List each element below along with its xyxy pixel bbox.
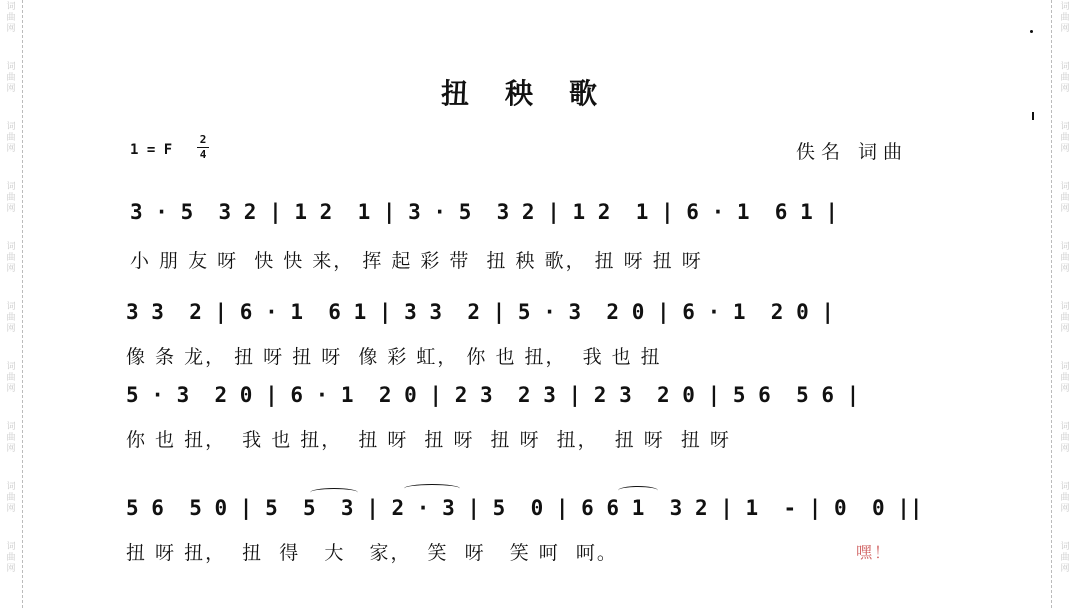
watermark: 词曲网 — [1060, 2, 1070, 34]
song-title: 扭秧歌 — [440, 77, 633, 110]
corner-mark — [1032, 112, 1034, 120]
watermark: 词曲网 — [1060, 542, 1070, 574]
notation-line-4: 5 6 5 0 | 5 5 3 | 2 · 3 | 5 0 | 6 6 1 3 2 | 1 - | 0 0 || — [126, 496, 923, 520]
time-denominator: 4 — [199, 148, 207, 161]
slur-mark — [618, 486, 658, 495]
watermark: 词曲网 — [6, 302, 16, 334]
watermark: 词曲网 — [1060, 422, 1070, 454]
watermark: 词曲网 — [6, 362, 16, 394]
slur-mark — [404, 484, 460, 493]
watermark: 词曲网 — [1060, 182, 1070, 214]
watermark: 词曲网 — [1060, 122, 1070, 154]
watermark: 词曲网 — [6, 122, 16, 154]
watermark: 词曲网 — [1060, 362, 1070, 394]
corner-mark — [1030, 30, 1033, 33]
notation-line-3: 5 · 3 2 0 | 6 · 1 2 0 | 2 3 2 3 | 2 3 2 0 | 5 6 5 6 | — [126, 383, 860, 407]
time-numerator: 2 — [199, 133, 207, 146]
watermark: 词曲网 — [6, 422, 16, 454]
watermark: 词曲网 — [1060, 482, 1070, 514]
watermark: 词曲网 — [1060, 302, 1070, 334]
watermark: 词曲网 — [1060, 242, 1070, 274]
notation-line-1: 3 · 5 3 2 | 1 2 1 | 3 · 5 3 2 | 1 2 1 | 6 · 1 6 1 | — [130, 200, 839, 224]
watermark: 词曲网 — [6, 242, 16, 274]
watermark: 词曲网 — [1060, 62, 1070, 94]
stamp: 嘿！ — [856, 543, 893, 562]
lyrics-line-4: 扭 呀 扭， 扭 得 大 家， 笑 呀 笑 呵 呵。 — [126, 542, 618, 564]
watermark: 词曲网 — [6, 2, 16, 34]
notation-line-2: 3 3 2 | 6 · 1 6 1 | 3 3 2 | 5 · 3 2 0 | 6 · 1 2 0 | — [126, 300, 835, 324]
key-signature: 1 = F — [130, 142, 173, 158]
lyrics-line-2: 像 条 龙， 扭 呀 扭 呀 像 彩 虹， 你 也 扭， 我 也 扭 — [126, 346, 662, 368]
watermark: 词曲网 — [6, 482, 16, 514]
watermark: 词曲网 — [6, 542, 16, 574]
watermark: 词曲网 — [6, 182, 16, 214]
slur-mark — [310, 488, 358, 497]
lyrics-line-1: 小 朋 友 呀 快 快 来， 挥 起 彩 带 扭 秧 歌， 扭 呀 扭 呀 — [130, 250, 703, 272]
watermark: 词曲网 — [6, 62, 16, 94]
lyrics-line-3: 你 也 扭， 我 也 扭， 扭 呀 扭 呀 扭 呀 扭， 扭 呀 扭 呀 — [126, 429, 731, 451]
composer-credit: 佚名 词曲 — [796, 141, 909, 163]
time-signature — [197, 133, 209, 162]
